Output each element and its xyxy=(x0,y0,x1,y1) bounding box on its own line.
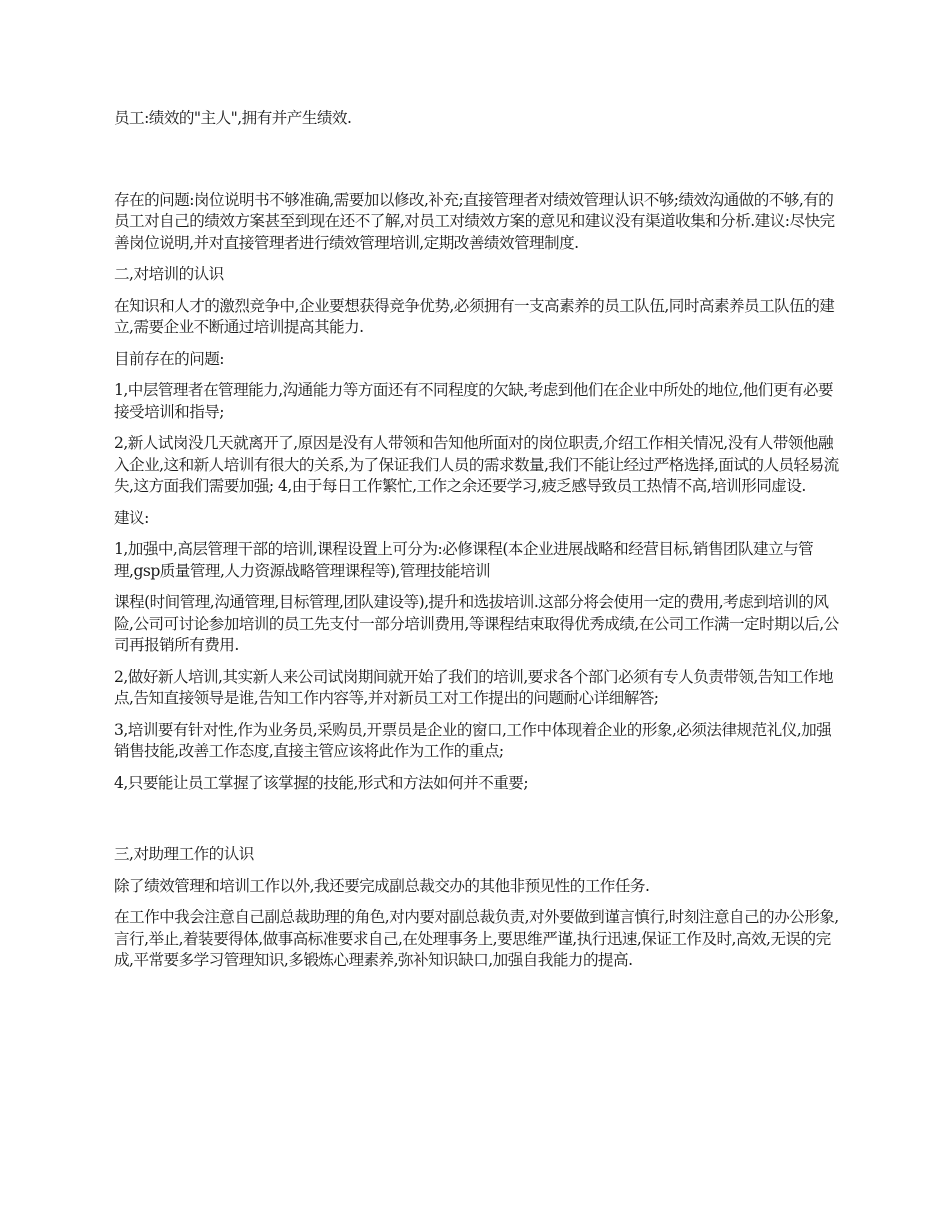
paragraph-training-intro: 在知识和人才的激烈竞争中,企业要想获得竞争优势,必须拥有一支高素养的员工队伍,同时高素养员工队伍的建立,需要企业不断通过培训提高其能力. xyxy=(114,296,835,336)
section-heading-assistant-work: 三,对助理工作的认识 xyxy=(114,845,254,863)
document-body xyxy=(114,108,842,972)
spacer xyxy=(114,180,842,190)
spacer xyxy=(114,130,842,170)
spacer xyxy=(114,657,842,667)
spacer xyxy=(114,794,842,834)
paragraph-other-tasks: 除了绩效管理和培训工作以外,我还要完成副总裁交办的其他非预见性的工作任务. xyxy=(114,876,650,895)
spacer xyxy=(114,286,842,296)
paragraph-problem-1: 1,中层管理者在管理能力,沟通能力等方面还有不同程度的欠缺,考虑到他们在企业中所处的地位,他们更有必要接受培训和指导; xyxy=(114,381,834,421)
paragraph-suggestion-2: 2,做好新人培训,其实新人来公司试岗期间就开始了我们的培训,要求各个部门必须有专人负责带领,告知工作地点,告知直接领导是谁,告知工作内容等,并对新员工对工作提出的问题耐心详细解答; xyxy=(114,667,834,707)
spacer xyxy=(114,498,842,508)
spacer xyxy=(114,582,842,592)
spacer xyxy=(114,529,842,539)
paragraph-employee-role: 员工:绩效的"主人",拥有并产生绩效. xyxy=(114,109,352,127)
paragraph-suggestion-4: 4,只要能让员工掌握了该掌握的技能,形式和方法如何并不重要; xyxy=(114,773,529,792)
spacer xyxy=(114,834,842,844)
paragraph-suggestion-1-continued: 课程(时间管理,沟通管理,目标管理,团队建设等),提升和选拔培训.这部分将会使用一定的费用,考虑到培训的风险,公司可讨论参加培训的员工先支付一部分培训费用,等课程结束取得优秀成绩,在公司工作满一定时期以后,公司再报销所有费用. xyxy=(114,593,839,654)
paragraph-suggestions-label: 建议: xyxy=(114,508,149,527)
spacer xyxy=(114,170,842,180)
paragraph-problem-2: 2,新人试岗没几天就离开了,原因是没有人带领和告知他所面对的岗位职责,介绍工作相关情况,没有人带领他融入企业,这和新人培训有很大的关系,为了保证我们人员的需求数量,我们不能让经过严格选择,面试的人员轻易流失,这方面我们需要加强; 4,由于每日工作繁忙,工作之余还要学习,疲乏感导致员工热情不高,培训形同虚设. xyxy=(114,434,839,495)
section-heading-training: 二,对培训的认识 xyxy=(114,265,224,283)
paragraph-existing-problems: 存在的问题:岗位说明书不够准确,需要加以修改,补充;直接管理者对绩效管理认识不够;绩效沟通做的不够,有的员工对自己的绩效方案甚至到现在还不了解,对员工对绩效方案的意见和建议没有渠道收集和分析.建议:尽快完善岗位说明,并对直接管理者进行绩效管理培训,定期改善绩效管理制度. xyxy=(114,190,835,252)
paragraph-assistant-role: 在工作中我会注意自己副总裁助理的角色,对内要对副总裁负责,对外要做到谨言慎行,时刻注意自己的办公形象,言行,举止,着装要得体,做事高标准要求自己,在处理事务上,要思维严谨,执行迅速,保证工作及时,高效,无误的完成,平常要多学习管理知识,多锻炼心理素养,弥补知识缺口,加强自我能力的提高. xyxy=(114,908,839,969)
spacer xyxy=(114,370,842,380)
paragraph-suggestion-1: 1,加强中,高层管理干部的培训,课程设置上可分为:必修课程(本企业进展战略和经营目标,销售团队建立与管理,gsp质量管理,人力资源战略管理课程等),管理技能培训 xyxy=(114,540,814,580)
spacer xyxy=(114,897,842,907)
spacer xyxy=(114,254,842,264)
spacer xyxy=(114,339,842,349)
spacer xyxy=(114,763,842,773)
spacer xyxy=(114,423,842,433)
spacer xyxy=(114,710,842,720)
paragraph-current-problems-label: 目前存在的问题: xyxy=(114,349,225,368)
paragraph-suggestion-3: 3,培训要有针对性,作为业务员,采购员,开票员是企业的窗口,工作中体现着企业的形象,必须法律规范礼仪,加强销售技能,改善工作态度,直接主管应该将此作为工作的重点; xyxy=(114,720,832,760)
spacer xyxy=(114,866,842,876)
